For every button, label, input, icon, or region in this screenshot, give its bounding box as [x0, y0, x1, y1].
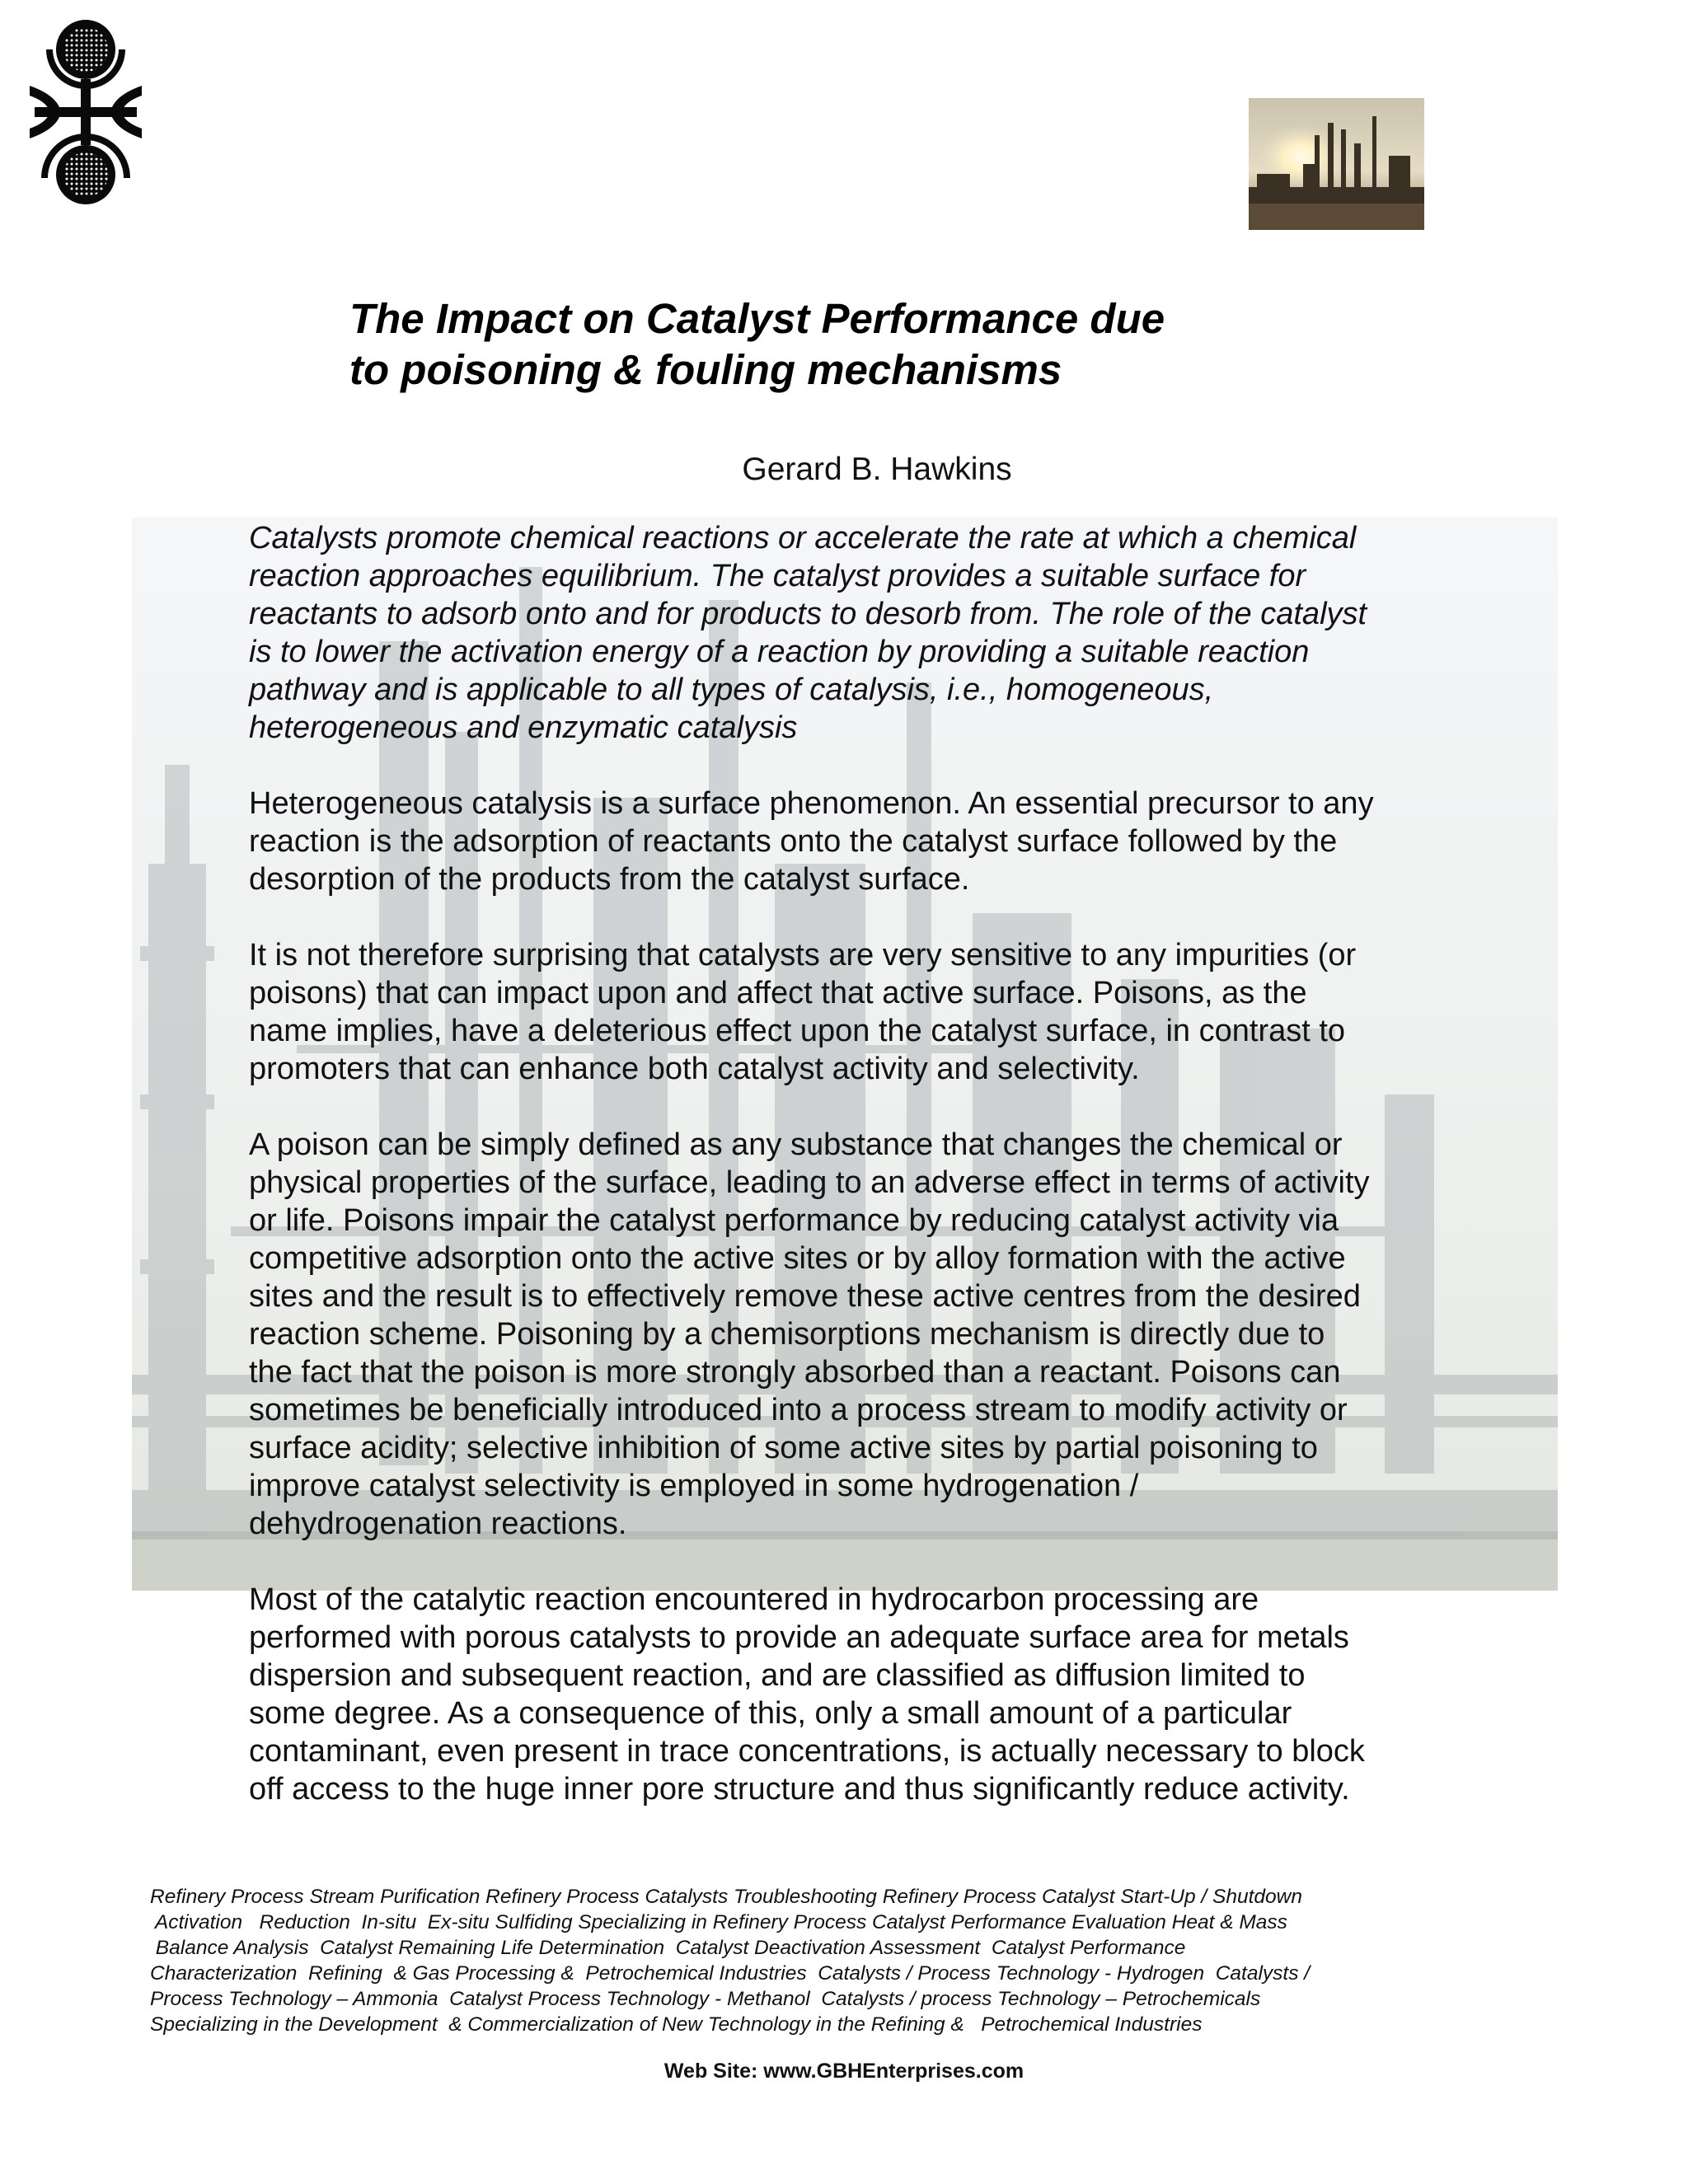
text-line: Most of the catalytic reaction encountered in hydrocarbon processing are [249, 1582, 1259, 1617]
text-line: heterogeneous and enzymatic catalysis [249, 710, 798, 745]
text-line: competitive adsorption onto the active sites or by alloy formation with the active [249, 1241, 1346, 1276]
keyword-line: Characterization Refining & Gas Processing & Petrochemical Industries Catalysts / Process Technology - Hydrogen Catalysts / [150, 1962, 1311, 1985]
gbh-company-logo-icon [30, 18, 142, 206]
website-link[interactable]: Web Site: www.GBHEnterprises.com [663, 2060, 1025, 2083]
footer-keywords [150, 1884, 1485, 2037]
intro-paragraph [249, 519, 1485, 747]
body-paragraph [249, 785, 1485, 898]
text-line: or life. Poisons impair the catalyst performance by reducing catalyst activity via [249, 1203, 1339, 1238]
author-name: Gerard B. Hawkins [742, 452, 1012, 487]
text-line: promoters that can enhance both catalyst activity and selectivity. [249, 1052, 1140, 1086]
text-line: dehydrogenation reactions. [249, 1507, 627, 1541]
text-line: A poison can be simply defined as any substance that changes the chemical or [249, 1127, 1343, 1162]
text-line: It is not therefore surprising that catalysts are very sensitive to any impurities (or [249, 938, 1357, 972]
text-line: reaction is the adsorption of reactants onto the catalyst surface followed by the [249, 824, 1338, 859]
text-line: contaminant, even present in trace concentrations, is actually necessary to block [249, 1734, 1365, 1769]
keyword-line: Activation Reduction In-situ Ex-situ Sulfiding Specializing in Refinery Process Catalyst Performance Evaluation Heat & Mass [150, 1911, 1287, 1933]
text-line: sometimes be beneficially introduced into a process stream to modify activity or [249, 1393, 1348, 1427]
text-line: reactants to adsorb onto and for products to desorb from. The role of the catalyst [249, 597, 1367, 631]
title-line-1: The Impact on Catalyst Performance due [349, 295, 1165, 342]
text-line: name implies, have a deleterious effect upon the catalyst surface, in contrast to [249, 1014, 1346, 1048]
text-line: desorption of the products from the catalyst surface. [249, 862, 970, 897]
body-paragraph [249, 1126, 1485, 1543]
title-line-2: to poisoning & fouling mechanisms [349, 346, 1062, 393]
keyword-line: Specializing in the Development & Commercialization of New Technology in the Refining & Petrochemical Industries [150, 2013, 1203, 2036]
body-paragraph [249, 1581, 1485, 1808]
text-line: performed with porous catalysts to provide an adequate surface area for metals [249, 1620, 1349, 1655]
refinery-photo-icon [1249, 98, 1424, 230]
article-body [249, 519, 1485, 1846]
text-line: surface acidity; selective inhibition of some active sites by partial poisoning to [249, 1431, 1318, 1465]
text-line: sites and the result is to effectively remove these active centres from the desired [249, 1279, 1361, 1314]
refinery-sunset-photo [1249, 98, 1424, 230]
text-line: pathway and is applicable to all types of catalysis, i.e., homogeneous, [249, 673, 1214, 707]
text-line: reaction scheme. Poisoning by a chemisorptions mechanism is directly due to [249, 1317, 1325, 1352]
text-line: physical properties of the surface, leading to an adverse effect in terms of activity [249, 1165, 1370, 1200]
keyword-line: Refinery Process Stream Purification Refinery Process Catalysts Troubleshooting Refinery Process Catalyst Start-Up / Shutdown [150, 1886, 1302, 1908]
text-line: off access to the huge inner pore structure and thus significantly reduce activity. [249, 1772, 1350, 1807]
text-line: reaction approaches equilibrium. The catalyst provides a suitable surface for [249, 559, 1306, 593]
document-title [349, 293, 1380, 396]
text-line: is to lower the activation energy of a reaction by providing a suitable reaction [249, 635, 1310, 669]
text-line: improve catalyst selectivity is employed in some hydrogenation / [249, 1469, 1139, 1503]
keyword-line: Balance Analysis Catalyst Remaining Life Determination Catalyst Deactivation Assessment Catalyst Performance [150, 1937, 1186, 1959]
text-line: poisons) that can impact upon and affect that active surface. Poisons, as the [249, 976, 1307, 1010]
keyword-line: Process Technology – Ammonia Catalyst Process Technology - Methanol Catalysts / process Technology – Petrochemicals [150, 1988, 1261, 2010]
text-line: dispersion and subsequent reaction, and are classified as diffusion limited to [249, 1658, 1306, 1693]
text-line: Catalysts promote chemical reactions or accelerate the rate at which a chemical [249, 521, 1357, 555]
text-line: Heterogeneous catalysis is a surface phenomenon. An essential precursor to any [249, 786, 1374, 821]
body-paragraph [249, 936, 1485, 1088]
text-line: the fact that the poison is more strongly absorbed than a reactant. Poisons can [249, 1355, 1341, 1390]
text-line: some degree. As a consequence of this, only a small amount of a particular [249, 1696, 1292, 1731]
